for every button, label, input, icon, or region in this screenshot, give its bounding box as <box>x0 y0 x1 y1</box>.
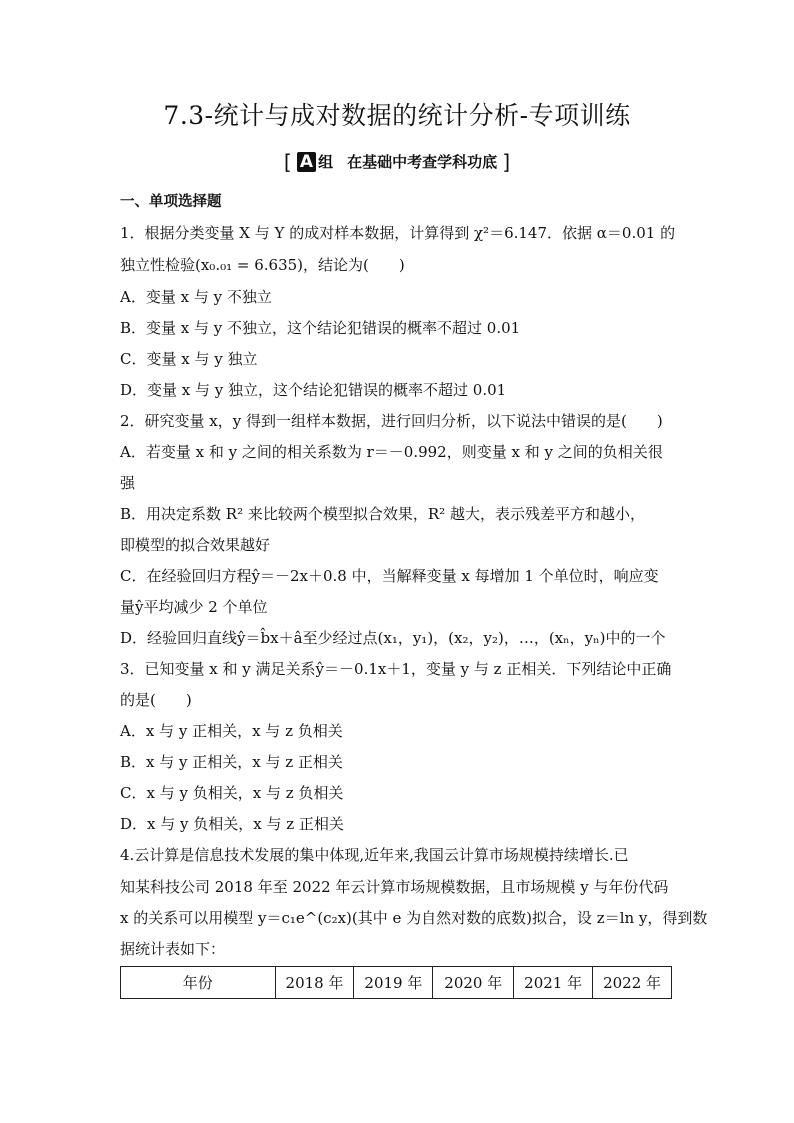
data-table <box>120 966 672 999</box>
text-line: D．经验回归直线ŷ＝b̂x＋â至少经过点(x₁，y₁)，(x₂，y₂)，…，(xₙ，yₙ)中的一个 <box>120 629 666 647</box>
text-line: 即模型的拟合效果越好 <box>120 536 271 554</box>
group-subtitle: 在基础中考查学科功底 <box>347 153 498 171</box>
text-line: 4.云计算是信息技术发展的集中体现,近年来,我国云计算市场规模持续增长.已 <box>120 846 629 864</box>
section-heading: 一、单项选择题 <box>120 194 222 210</box>
table-cell: 2020 年 <box>433 967 514 999</box>
text-line: 知某科技公司 2018 年至 2022 年云计算市场规模数据，且市场规模 y 与年份代码 <box>120 878 669 896</box>
table-cell: 2022 年 <box>593 967 672 999</box>
group-label: 组 <box>318 153 334 171</box>
text-line: D．变量 x 与 y 独立，这个结论犯错误的概率不超过 0.01 <box>120 381 507 399</box>
bracket-open: [ <box>283 150 292 174</box>
text-line: C．x 与 y 负相关，x 与 z 负相关 <box>120 784 344 802</box>
text-line: 2．研究变量 x，y 得到一组样本数据，进行回归分析，以下说法中错误的是( ) <box>120 412 663 430</box>
text-line: 1．根据分类变量 X 与 Y 的成对样本数据，计算得到 χ²＝6.147．依据 α＝0.01 的 <box>120 224 676 242</box>
table-header-row <box>121 967 672 999</box>
group-badge-icon: A <box>297 152 316 172</box>
group-heading <box>0 150 794 174</box>
text-line: D．x 与 y 负相关，x 与 z 正相关 <box>120 815 344 833</box>
text-line: C．变量 x 与 y 独立 <box>120 350 258 368</box>
table-cell: 2021 年 <box>514 967 593 999</box>
table-cell: 年份 <box>121 967 276 999</box>
bracket-close: ] <box>502 150 511 174</box>
text-line: 据统计表如下： <box>120 940 226 958</box>
page-title: 7.3-统计与成对数据的统计分析-专项训练 <box>163 101 631 130</box>
table-cell: 2018 年 <box>275 967 354 999</box>
text-line: 量ŷ平均减少 2 个单位 <box>120 598 268 616</box>
text-line: 的是( ) <box>120 691 192 709</box>
text-line: B．用决定系数 R² 来比较两个模型拟合效果，R² 越大，表示残差平方和越小， <box>120 505 645 523</box>
text-line: 3．已知变量 x 和 y 满足关系ŷ＝－0.1x＋1，变量 y 与 z 正相关．下列结论中正确 <box>120 660 672 678</box>
text-line: A．变量 x 与 y 不独立 <box>120 288 272 306</box>
text-line: A．若变量 x 和 y 之间的相关系数为 r＝－0.992，则变量 x 和 y 之间的负相关很 <box>120 443 663 461</box>
text-line: 强 <box>120 474 136 492</box>
text-line: B．变量 x 与 y 不独立，这个结论犯错误的概率不超过 0.01 <box>120 319 521 337</box>
table-cell: 2019 年 <box>354 967 433 999</box>
text-line: x 的关系可以用模型 y＝c₁e^(c₂x)(其中 e 为自然对数的底数)拟合，设 z＝ln y，得到数 <box>120 909 708 927</box>
text-line: 独立性检验(x₀.₀₁ = 6.635)，结论为( ) <box>120 256 405 274</box>
text-line: B．x 与 y 正相关，x 与 z 正相关 <box>120 753 343 771</box>
text-line: A．x 与 y 正相关，x 与 z 负相关 <box>120 722 343 740</box>
text-line: C．在经验回归方程ŷ＝－2x＋0.8 中，当解释变量 x 每增加 1 个单位时，响应变 <box>120 567 659 585</box>
